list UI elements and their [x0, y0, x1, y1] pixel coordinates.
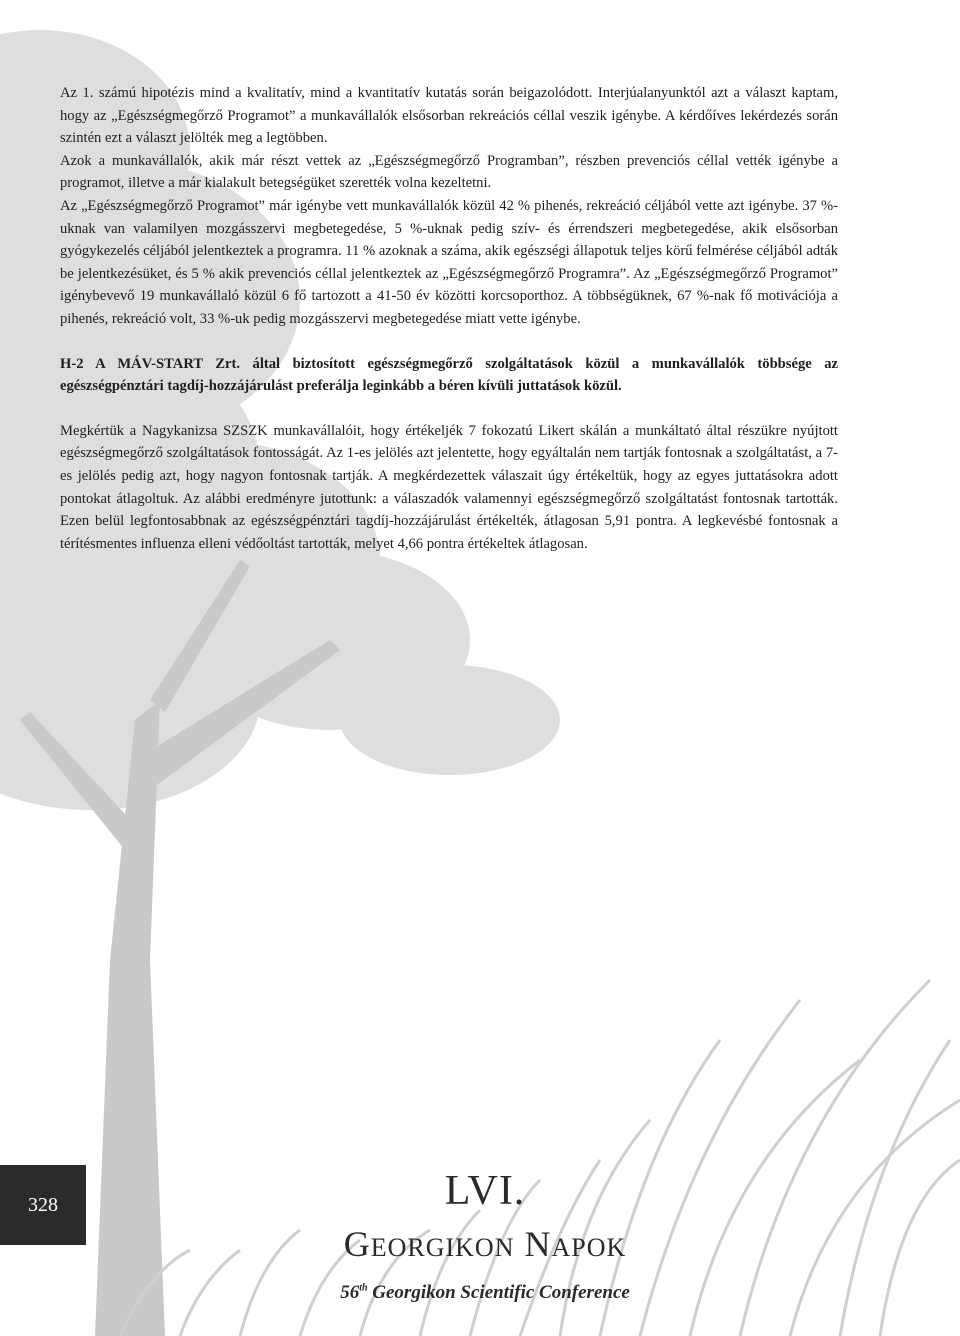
paragraph-statistics: Az „Egészségmegőrző Programot” már igénybe vett munkavállalók közül 42 % pihenés, rekreáció céljából vette azt igénybe. 37 %-uknak van valamilyen mozgásszervi megbetegedése, 5 %-uknak pedig szív- és érrendszeri megbetegedése, akik elsősorban gyógykezelés céljából jelentkeztek a programra. 11 % azoknak a száma, akik egészségi állapotuk teljes körű felmérése céljából adták be jelentkezésüket, és 5 % akik prevenciós céllal jelentkeztek az „Egészségmegőrző Programra”. Az „Egészségmegőrző Programot” igénybevevő 19 munkavállaló közül 6 fő tartozott a 41-50 év közötti korcsoporthoz. A többségüknek, 67 %-nak fő motivációja a pihenés, rekreáció volt, 33 %-uk pedig mozgásszervi megbetegedése miatt vette igénybe.: [60, 197, 838, 327]
series-title-eorgikon: EORGIKON: [370, 1233, 515, 1262]
volume-number: LVI.: [444, 1168, 526, 1214]
series-title-g: G: [343, 1224, 371, 1264]
paragraph-likert-survey: Megkértük a Nagykanizsa SZSZK munkavállalóit, hogy értékeljék 7 fokozatú Likert skálán a munkáltató által részükre nyújtott egészségmegőrző szolgáltatások fontosságát. Az 1-es jelölés azt jelentette, hogy egyáltalán nem tartják fontosnak a szolgáltatást, a 7-es jelölés pedig azt, hogy nagyon fontosnak tartják. A megkérdezettek válaszait úgy értékeltük, hogy az egyes juttatásokra adott pontokat átlagoltuk. Az alábbi eredményre jutottunk: a válaszadók valamennyi egészségmegőrző szolgáltatást fontosnak tartották. Ezen belül legfontosabbnak az egészségpénztári tagdíj-hozzájárulást értékelték, átlagosan 5,91 pontra. A legkevésbé fontosnak a térítésmentes influenza elleni védőoltást tartották, melyet 4,66 pontra értékeltek átlagosan.: [60, 422, 838, 552]
conference-name: Georgikon Scientific Conference: [367, 1282, 630, 1303]
conference-number: 56: [340, 1282, 360, 1303]
paragraph-hypothesis-1: Az 1. számú hipotézis mind a kvalitatív, mind a kvantitatív kutatás során beigazolódott. Interjúalanyunktól azt a választ kaptam, hogy az „Egészségmegőrző Programot” a munkavállalók elsősorban rekreációs céllal veszik igénybe. A kérdőíves lekérdezés során szintén ezt a választ jelölték meg a legtöbben.: [60, 85, 838, 147]
hypothesis-2-heading: H-2 A MÁV-START Zrt. által biztosított egészségmegőrző szolgáltatások közül a munkavállalók többsége az egészségpénztári tagdíj-hozzájárulást preferálja leginkább a béren kívüli juttatások közül.: [60, 355, 838, 395]
conference-footer: [300, 1168, 670, 1304]
main-text: [60, 82, 838, 555]
paragraph-participants: Azok a munkavállalók, akik már részt vettek az „Egészségmegőrző Programban”, részben prevenciós céllal vették igénybe a programot, illetve a már kialakult betegségüket szerették volna kezeltetni.: [60, 152, 838, 192]
series-title: [300, 1222, 670, 1270]
series-title-apok: APOK: [551, 1233, 627, 1262]
page-number: 328: [0, 1165, 86, 1245]
series-title-n: N: [524, 1224, 552, 1264]
conference-ordinal: th: [359, 1282, 368, 1294]
conference-subtitle: [300, 1282, 670, 1304]
